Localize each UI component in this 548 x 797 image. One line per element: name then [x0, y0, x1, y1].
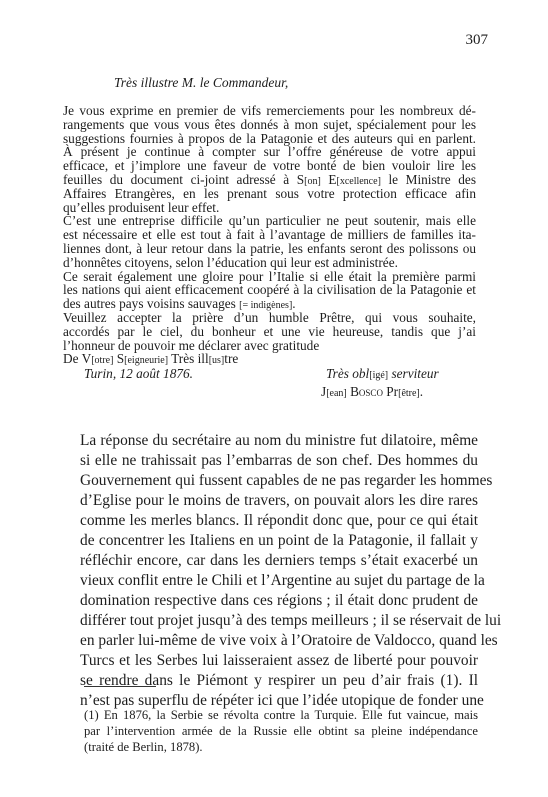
footnote-line: (1) En 1876, la Serbie se révolta contre la Turquie. Elle fut vaincue, mais [84, 708, 478, 722]
body-line: n’est pas superflu de répéter ici que l’idée utopique de fonder une [80, 692, 484, 709]
page-number: 307 [465, 32, 488, 48]
letter-line: les nations qui aient efficacement coopéré à la civilisation de la Patagonie et [63, 282, 476, 298]
body-line: Turcs et les Serbes lui laisseraient assez de liberté pour pouvoir [80, 652, 478, 669]
letter-line: des autres pays voisins sauvages [= indigènes]. [63, 296, 296, 312]
letter-line: est nécessaire et elle est tout à fait à l’avantage de milliers de familles ita- [63, 227, 476, 243]
letter-line: qu’elles produisent leur effet. [63, 199, 220, 215]
body-line: vieux conflit entre le Chili et l’Argentine au sujet du partage de la [80, 572, 485, 589]
letter-line: accordés par le ciel, du bonheur et une vie heureuse, tandis que j’ai [63, 323, 476, 339]
signature: J[ean] Bosco Pr[être]. [321, 384, 424, 399]
letter-line: liennes dont, à leur retour dans la patrie, les enfants seront des polissons ou [63, 241, 476, 256]
body-line: comme les merles blancs. Il répondit donc que, pour ce qui était [80, 512, 478, 529]
letter-line: À présent je continue à compter sur l’offre généreuse de votre appui [63, 144, 476, 160]
body-line: La réponse du secrétaire au nom du ministre fut dilatoire, même [80, 432, 478, 449]
letter-line: C’est une entreprise difficile qu’un particulier ne peut soutenir, mais elle [63, 213, 476, 229]
body-line: de concentrer les Italiens en un point de la Patagonie, il fallait y [80, 532, 478, 549]
closing-servant: Très obl[igé] serviteur [326, 366, 439, 381]
body-line: si elle ne trahissait pas l’embarras de son chef. Des hommes du [80, 452, 478, 469]
body-line: se rendre dans le Piémont y respirer un peu d’air frais (1). Il [80, 672, 478, 689]
letter-line: rangements que vous vous êtes donnés à mon sujet, spécialement pour les [63, 116, 476, 132]
footnote-line: par l’intervention armée de la Russie elle obtint sa pleine indépendance [84, 724, 478, 738]
body-line: en parler lui-même de vive voix à l’Oratoire de Valdocco, quand les [80, 632, 498, 649]
body-line: Gouvernement qui fussent capables de ne pas regarder les hommes [80, 472, 493, 489]
letter-line: Veuillez accepter la prière d’un humble Prêtre, qui vous souhaite, [63, 310, 476, 325]
letter-line: feuilles du document ci-joint adressé à S[on] E[xcellence] le Ministre des [63, 172, 476, 187]
letter-line: De V[otre] S[eigneurie] Très ill[us]tre [63, 351, 239, 367]
salutation: Très illustre M. le Commandeur, [114, 75, 289, 90]
letter-line: Affaires Etrangères, en les prenant sous votre protection efficace afin [63, 185, 476, 201]
place-date: Turin, 12 août 1876. [84, 366, 193, 381]
letter-line: l’honneur de pouvoir me déclarer avec gratitude [63, 337, 320, 353]
footnote-divider [84, 686, 156, 687]
body-line: réfléchir encore, car dans les derniers temps s’était exacerbé un [80, 552, 478, 569]
letter-line: suggestions fournies à propos de la Patagonie et des auteurs qui en parlent. [63, 130, 476, 146]
body-line: domination respective dans ces régions ; il était donc prudent de [80, 592, 478, 609]
letter-line: d’honnêtes citoyens, selon l’éducation qui leur est administrée. [63, 254, 398, 270]
letter-line: Ce serait également une gloire pour l’Italie si elle était la première parmi [63, 268, 476, 284]
letter-line: efficace, et j’implore une faveur de votre bonté de bien vouloir lire les [63, 158, 476, 174]
body-line: d’Eglise pour le moins de travers, on pouvait alors les dire rares [80, 492, 478, 509]
body-line: différer tout projet jusqu’à des temps meilleurs ; il se réservait de lui [80, 612, 502, 629]
letter-line: Je vous exprime en premier de vifs remerciements pour les nombreux dé- [63, 103, 476, 118]
footnote-line: (traité de Berlin, 1878). [84, 740, 203, 754]
